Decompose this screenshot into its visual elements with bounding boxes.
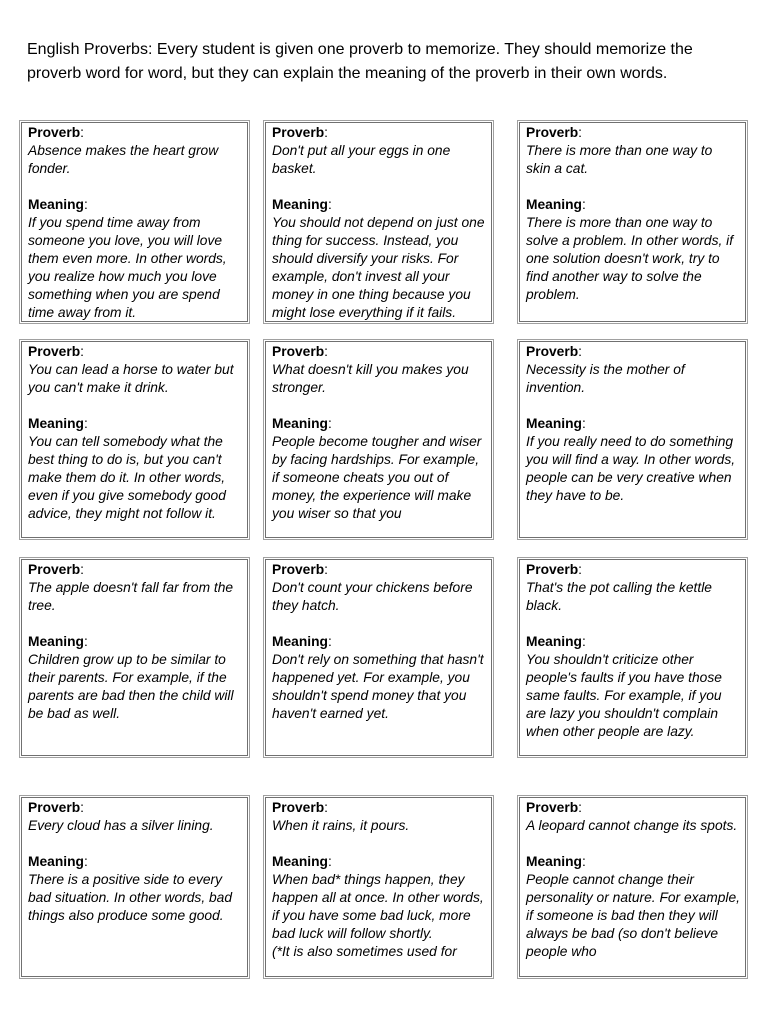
meaning-text: There is a positive side to every bad situation. In other words, bad things also produce some good. — [28, 872, 233, 923]
proverb-card — [21, 122, 248, 322]
proverb-card — [519, 122, 746, 322]
meaning-label: Meaning: — [28, 634, 88, 649]
meaning-label: Meaning: — [28, 854, 88, 869]
proverb-text: There is more than one way to skin a cat. — [526, 143, 713, 176]
proverb-card — [21, 797, 248, 977]
proverb-card — [519, 341, 746, 538]
proverb-label: Proverb: — [272, 800, 328, 815]
proverb-card — [265, 122, 492, 322]
meaning-text: You shouldn't criticize other people's faults if you have those same faults. For example, if you are lazy you shouldn't complain when other people are lazy. — [526, 652, 722, 739]
meaning-label: Meaning: — [28, 416, 88, 431]
proverb-text: Necessity is the mother of invention. — [526, 362, 685, 395]
proverb-label: Proverb: — [28, 562, 84, 577]
proverb-card — [519, 797, 746, 977]
proverb-card — [519, 559, 746, 756]
meaning-text: When bad* things happen, they happen all at once. In other words, if you have some bad luck, more bad luck will follow shortly. — [272, 872, 484, 941]
meaning-text: You can tell somebody what the best thing to do is, but you can't make them do it. In other words, even if you give somebody good advice, they might not follow it. — [28, 434, 226, 521]
meaning-label: Meaning: — [272, 634, 332, 649]
proverb-label: Proverb: — [526, 344, 582, 359]
proverb-text: What doesn't kill you makes you stronger. — [272, 362, 469, 395]
proverb-card — [265, 797, 492, 977]
page-intro: English Proverbs: Every student is given one proverb to memorize. They should memorize the proverb word for word, but they can explain the meaning of the proverb in their own words. — [27, 41, 693, 82]
meaning-text: If you really need to do something you will find a way. In other words, people can be very creative when they have to be. — [526, 434, 736, 503]
proverb-label: Proverb: — [272, 562, 328, 577]
meaning-label: Meaning: — [272, 197, 332, 212]
meaning-label: Meaning: — [526, 197, 586, 212]
proverb-card — [265, 559, 492, 756]
proverb-label: Proverb: — [526, 562, 582, 577]
meaning-text: If you spend time away from someone you love, you will love them even more. In other words, you realize how much you love something when you are spend time away from it. — [28, 215, 227, 320]
proverb-label: Proverb: — [526, 800, 582, 815]
proverb-text: Don't put all your eggs in one basket. — [272, 143, 451, 176]
meaning-text: You should not depend on just one thing for success. Instead, you should diversify your risks. For example, don't invest all your money in one thing because you might lose everything if it fails. — [272, 215, 485, 320]
meaning-note: (*It is also sometimes used for — [272, 944, 457, 959]
proverb-card — [21, 559, 248, 756]
meaning-label: Meaning: — [28, 197, 88, 212]
proverb-text: You can lead a horse to water but you can't make it drink. — [28, 362, 234, 395]
meaning-label: Meaning: — [272, 854, 332, 869]
proverb-label: Proverb: — [28, 125, 84, 140]
meaning-label: Meaning: — [526, 416, 586, 431]
proverb-text: Don't count your chickens before they hatch. — [272, 580, 473, 613]
meaning-label: Meaning: — [526, 634, 586, 649]
meaning-label: Meaning: — [526, 854, 586, 869]
proverb-text: Every cloud has a silver lining. — [28, 818, 214, 833]
proverb-label: Proverb: — [272, 125, 328, 140]
proverb-text: That's the pot calling the kettle black. — [526, 580, 712, 613]
proverb-label: Proverb: — [272, 344, 328, 359]
meaning-text: There is more than one way to solve a problem. In other words, if one solution doesn't work, try to find another way to solve the problem. — [526, 215, 734, 302]
meaning-text: Don't rely on something that hasn't happened yet. For example, you shouldn't spend money that you haven't earned yet. — [272, 652, 484, 721]
meaning-text: Children grow up to be similar to their parents. For example, if the parents are bad then the child will be bad as well. — [28, 652, 234, 721]
meaning-text: People cannot change their personality or nature. For example, if someone is bad then they will always be bad (so don't believe people who — [526, 872, 740, 959]
proverb-text: When it rains, it pours. — [272, 818, 410, 833]
proverb-text: The apple doesn't fall far from the tree. — [28, 580, 234, 613]
meaning-text: People become tougher and wiser by facing hardships. For example, if someone cheats you out of money, the experience will make you wiser so that you — [272, 434, 482, 521]
proverb-card — [21, 341, 248, 538]
proverb-text: A leopard cannot change its spots. — [526, 818, 738, 833]
meaning-label: Meaning: — [272, 416, 332, 431]
proverb-text: Absence makes the heart grow fonder. — [28, 143, 219, 176]
proverb-label: Proverb: — [28, 344, 84, 359]
proverb-label: Proverb: — [28, 800, 84, 815]
proverb-card — [265, 341, 492, 538]
proverb-label: Proverb: — [526, 125, 582, 140]
